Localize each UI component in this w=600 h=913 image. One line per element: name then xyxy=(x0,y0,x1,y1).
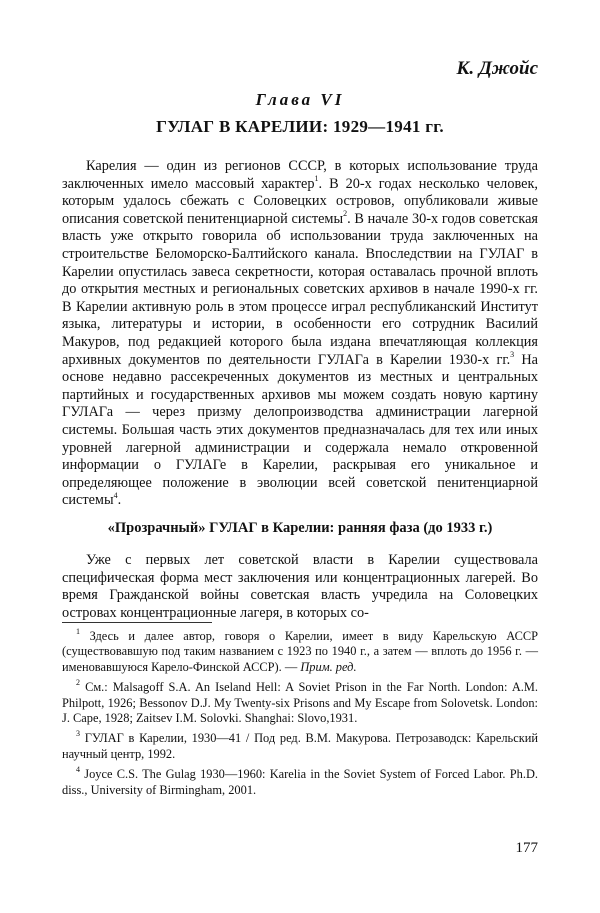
footnote-divider xyxy=(62,622,212,623)
footnote-number: 1 xyxy=(76,626,80,636)
section-heading: «Прозрачный» ГУЛАГ в Карелии: ранняя фаза (до 1933 г.) xyxy=(107,520,493,536)
footnote-number: 3 xyxy=(76,729,80,739)
footnote-text: См.: Malsagoff S.A. An Iseland Hell: A Soviet Prison in the Far North. London: A.M. Philpott, 1926; Bessonov D.J. My Twenty-six Prisons and My Escape from Solovetsk. London: J. Cape, 1928; Zaitsev I.M. Solovki. Shanghai: Slovo,1931. xyxy=(62,680,538,726)
paragraph-text: . xyxy=(117,492,122,509)
paragraph-text: . В 20-х годах несколько человек, которым удалось сбежать с Соловецких островов, опубликовали живые описания советской пенитенциарной системы xyxy=(62,175,538,227)
paragraph-text: На основе недавно рассекреченных документов из местных и центральных партийных и государственных архивов мы можем создать новую картину ГУЛАГа — через призму делопроизводства администрации лагерной системы. Большая часть этих документов предназначалась для тех или иных уровней лагерной администрации и содержала немало откровенной информации о ГУЛАГе в Карелии, раскрывая его уникальное и определяющее положение в эволюции всей советской пенитенциарной системы xyxy=(62,351,538,509)
paragraph-intro xyxy=(62,158,538,510)
footnote-ref: 3 xyxy=(510,349,515,359)
footnote-item xyxy=(62,626,538,675)
footnote-editor-note: Прим. ред. xyxy=(300,659,357,674)
footnote-text: ГУЛАГ в Карелии, 1930—41 / Под ред. В.М. Макурова. Петрозаводск: Карельский научный центр, 1992. xyxy=(62,731,538,761)
footnote-ref: 4 xyxy=(113,490,118,500)
footnote-item xyxy=(62,731,538,762)
page-number: 177 xyxy=(515,840,538,856)
footnote-text: Joyce C.S. The Gulag 1930—1960: Karelia in the Soviet System of Forced Labor. Ph.D. diss., University of Birmingham, 2001. xyxy=(62,767,538,797)
footnote-ref: 1 xyxy=(314,173,319,183)
footnote-item xyxy=(62,767,538,798)
footnote-text: Здесь и далее автор, говоря о Карелии, имеет в виду Карельскую АССР (существовавшую под таким названием с 1923 по 1940 г., а затем — вплоть до 1956 г. — именовавшуюся Карело-Финской АССР). — xyxy=(62,629,538,674)
paragraph-early-phase: Уже с первых лет советской власти в Карелии существовала специфическая форма мест заключения или концентрационных лагерей. Во время Гражданской войны советская власть учредила на Соловецких островах концентрационные лагеря, в которых со- xyxy=(62,552,538,621)
running-head-author: К. Джойс xyxy=(456,58,538,79)
chapter-label: Глава VI xyxy=(255,90,345,109)
footnotes xyxy=(62,626,538,803)
paragraph-text: . В начале 30-х годов советская власть уже открыто говорила об использовании труда заключенных на строительстве Беломорско-Балтийского канала. Впоследствии на ГУЛАГ в Карелии опустилась завеса секретности, которая оставалась прочной вплоть до открытия местных и региональных советских архивов в начале 1990-х гг. В Карелии активную роль в этом процессе играл республиканский Институт языка, литературы и истории, в особенности его сотрудник Василий Макуров, под редакцией которого была издана впечатляющая коллекция архивных документов по деятельности ГУЛАГа в Карелии 1930-х гг. xyxy=(62,210,538,368)
paragraph-text: Карелия — один из регионов СССР, в которых использование труда заключенных имело массовый характер xyxy=(62,158,538,192)
footnote-ref: 2 xyxy=(343,209,348,219)
footnote-number: 4 xyxy=(76,765,80,775)
chapter-title: ГУЛАГ В КАРЕЛИИ: 1929—1941 гг. xyxy=(156,117,444,136)
footnote-number: 2 xyxy=(76,678,80,688)
footnote-item xyxy=(62,680,538,726)
